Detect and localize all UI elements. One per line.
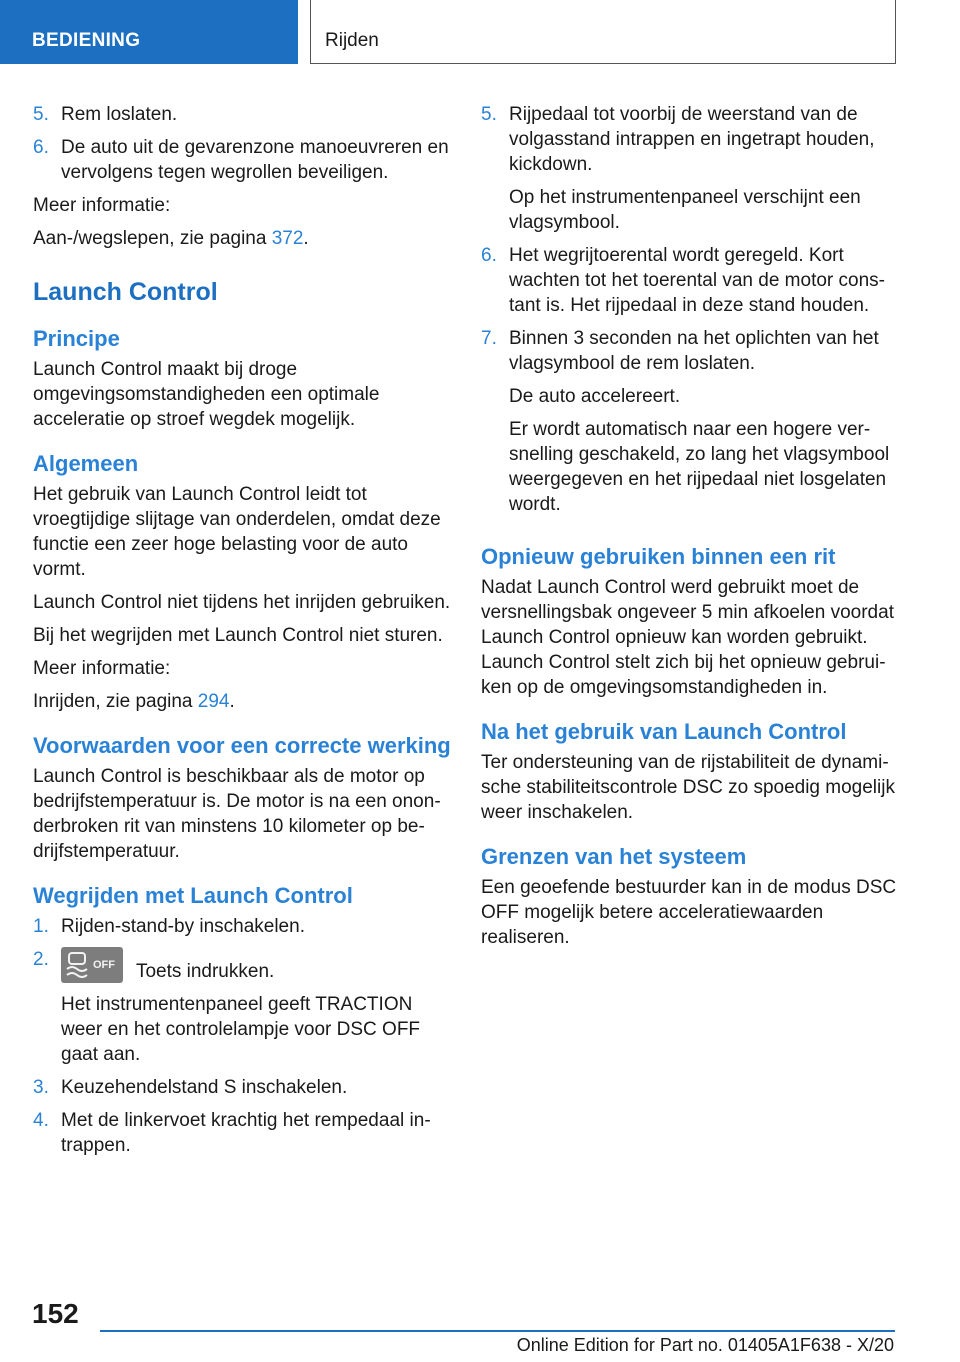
list-text: Het wegrijtoerental wordt geregeld. Kort wachten tot het toerental van de motor constant is. Het rijpedaal in deze stand houden.	[509, 245, 885, 316]
list-number: 2.	[33, 949, 49, 970]
paragraph: Bij het wegrijden met Launch Control niet sturen.	[33, 625, 443, 646]
more-info-label: Meer informatie:	[33, 658, 171, 679]
paragraph: Nadat Launch Control werd gebruikt moet de versnellingsbak ongeveer 5 min afkoelen voordat Launch Control opnieuw kan worden gebruikt. Launch Control stelt zich bij het opnieuw gebruiken op de omgevingsomstandigheden in.	[481, 577, 894, 698]
list-item	[33, 914, 451, 939]
footer-edition: Online Edition for Part no. 01405A1F638 - X/20	[516, 1335, 894, 1355]
list-number: 5.	[481, 104, 497, 125]
list-number: 6.	[481, 245, 497, 266]
subsection-heading: Principe	[33, 326, 120, 351]
page-reference: Aan-/wegslepen, zie pagina 372.	[33, 228, 309, 249]
list-number: 4.	[33, 1110, 49, 1131]
page-reference: Inrijden, zie pagina 294.	[33, 691, 235, 712]
subsection-heading: Wegrijden met Launch Control	[33, 883, 353, 908]
list-text: Het instrumentenpaneel geeft TRACTION weer en het controlelampje voor DSC OFF gaat aan.	[61, 994, 421, 1065]
list-text: Op het instrumentenpaneel verschijnt een vlagsymbool.	[509, 187, 861, 233]
more-info-label: Meer informatie:	[33, 195, 171, 216]
list-item	[33, 135, 451, 185]
svg-text:OFF: OFF	[93, 959, 115, 971]
list-number: 6.	[33, 137, 49, 158]
section-heading: Launch Control	[33, 278, 218, 306]
paragraph: Ter ondersteuning van de rijstabiliteit de dynamische stabiliteitscontrole DSC zo spoedig mogelijk weer inschakelen.	[481, 752, 895, 823]
paragraph: Het gebruik van Launch Control leidt tot vroegtijdige slijtage van onderdelen, omdat deze functie een zeer hoge belasting voor de auto vormt.	[33, 484, 441, 580]
paragraph: Een geoefende bestuurder kan in de modus DSC OFF mogelijk betere acceleratiewaarden realiseren.	[481, 877, 897, 948]
list-number: 7.	[481, 328, 497, 349]
paragraph: Launch Control niet tijdens het inrijden gebruiken.	[33, 592, 451, 613]
chapter-title: Rijden	[310, 0, 896, 64]
page-link[interactable]: 294	[197, 691, 230, 712]
paragraph: Launch Control maakt bij droge omgevingsomstandigheden een optimale acceleratie op stroef wegdek mogelijk.	[33, 359, 380, 430]
list-item	[33, 947, 451, 1067]
paragraph: Launch Control is beschikbaar als de motor op bedrijfstemperatuur is. De motor is na een ononderbroken rit van minstens 10 kilometer op bedrijfstemperatuur.	[33, 766, 441, 862]
subsection-heading: Na het gebruik van Launch Control	[481, 719, 847, 744]
right-column	[481, 102, 899, 958]
list-number: 3.	[33, 1077, 49, 1098]
list-item	[481, 326, 899, 517]
subsection-heading: Algemeen	[33, 451, 139, 476]
list-text: De auto accelereert.	[509, 386, 681, 407]
list-text: De auto uit de gevarenzone manoeuvreren en vervolgens tegen wegrollen beveiligen.	[61, 137, 449, 183]
footer-divider	[100, 1330, 895, 1332]
dsc-off-icon	[61, 947, 123, 983]
list-item	[33, 1075, 451, 1100]
list-item	[481, 243, 899, 318]
list-item	[33, 1108, 451, 1158]
subsection-heading: Voorwaarden voor een correcte werking	[33, 733, 451, 758]
list-text: Rijden-stand-by inschakelen.	[61, 916, 305, 937]
left-column	[33, 102, 451, 1166]
subsection-heading: Grenzen van het systeem	[481, 844, 747, 869]
list-text: Keuzehendelstand S inschakelen.	[61, 1077, 348, 1098]
list-text: Rijpedaal tot voorbij de weerstand van de volgasstand intrappen en ingetrapt houden, kickdown.	[509, 104, 875, 175]
list-text: Binnen 3 seconden na het oplichten van het vlagsymbool de rem loslaten.	[509, 328, 879, 374]
list-text: Met de linkervoet krachtig het rempedaal intrappen.	[61, 1110, 431, 1156]
section-tab: BEDIENING	[0, 0, 298, 64]
subsection-heading: Opnieuw gebruiken binnen een rit	[481, 544, 836, 569]
list-number: 1.	[33, 916, 49, 937]
list-item	[481, 102, 899, 235]
page-link[interactable]: 372	[271, 228, 304, 249]
list-text: Rem loslaten.	[61, 104, 178, 125]
list-item	[33, 102, 451, 127]
page-number: 152	[32, 1298, 79, 1329]
list-text: OFF Toets indrukken.	[61, 947, 451, 984]
list-text: Er wordt automatisch naar een hogere versnelling geschakeld, zo lang het vlagsymbool weergegeven en het rijpedaal niet losgelaten wordt.	[509, 419, 890, 515]
list-number: 5.	[33, 104, 49, 125]
